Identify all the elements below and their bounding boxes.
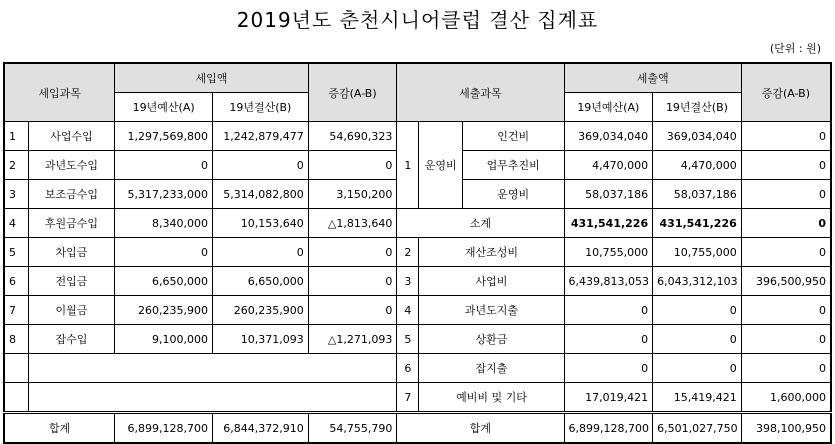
income-no: 4 [4,209,28,238]
expense-budget: 0 [564,354,653,383]
expense-diff: 0 [741,122,831,151]
income-settle: 10,153,640 [213,209,309,238]
expense-budget: 58,037,186 [564,180,653,209]
expense-group-no: 1 [397,122,419,209]
expense-name: 재산조성비 [419,238,564,267]
header-income-budget: 19년예산(A) [115,93,213,122]
income-diff: 0 [308,151,397,180]
header-expense-settle: 19년결산(B) [653,93,742,122]
income-diff: △1,271,093 [308,325,397,354]
expense-diff: 0 [741,354,831,383]
income-diff: 3,150,200 [308,180,397,209]
income-settle: 0 [213,151,309,180]
expense-item-name: 운영비 [462,180,564,209]
income-diff: 0 [308,238,397,267]
expense-budget: 17,019,421 [564,383,653,413]
income-budget: 260,235,900 [115,296,213,325]
table-row [4,238,831,267]
income-settle: 6,650,000 [213,267,309,296]
header-expense-diff: 증감(A-B) [741,63,831,122]
income-total-budget: 6,899,128,700 [115,413,213,444]
income-name: 보조금수입 [28,180,115,209]
header-income-amount: 세입액 [115,63,308,93]
expense-total-budget: 6,899,128,700 [564,413,653,444]
expense-name: 예비비 및 기타 [419,383,564,413]
expense-budget: 10,755,000 [564,238,653,267]
income-no: 1 [4,122,28,151]
table-row [4,209,831,238]
income-settle: 0 [213,238,309,267]
income-no: 2 [4,151,28,180]
expense-no: 4 [397,296,419,325]
income-no: 7 [4,296,28,325]
expense-total-label: 합계 [397,413,564,444]
expense-settle: 369,034,040 [653,122,742,151]
table-row [4,325,831,354]
income-settle: 5,314,082,800 [213,180,309,209]
income-diff: 0 [308,267,397,296]
header-income-settle: 19년결산(B) [213,93,309,122]
income-budget: 5,317,233,000 [115,180,213,209]
total-row [4,413,831,444]
income-empty-cell [28,383,397,413]
income-no: 6 [4,267,28,296]
income-name: 잡수입 [28,325,115,354]
expense-settle: 58,037,186 [653,180,742,209]
income-empty-no [4,383,28,413]
expense-no: 6 [397,354,419,383]
header-expense-subject: 세출과목 [397,63,564,122]
expense-settle: 0 [653,296,742,325]
expense-diff: 0 [741,180,831,209]
expense-settle: 0 [653,354,742,383]
income-name: 이월금 [28,296,115,325]
expense-item-name: 인건비 [462,122,564,151]
expense-total-settle: 6,501,027,750 [653,413,742,444]
expense-diff: 0 [741,238,831,267]
expense-diff: 396,500,950 [741,267,831,296]
header-income-subject: 세입과목 [4,63,115,122]
expense-name: 과년도지출 [419,296,564,325]
income-empty-no [4,354,28,383]
income-budget: 9,100,000 [115,325,213,354]
income-empty-cell [28,354,397,383]
header-income-diff: 증감(A-B) [308,63,397,122]
expense-name: 잡지출 [419,354,564,383]
expense-subtotal-label: 소계 [397,209,564,238]
expense-name: 사업비 [419,267,564,296]
income-settle: 10,371,093 [213,325,309,354]
income-name: 차입금 [28,238,115,267]
table-row [4,383,831,413]
income-budget: 8,340,000 [115,209,213,238]
income-settle: 260,235,900 [213,296,309,325]
expense-settle: 15,419,421 [653,383,742,413]
expense-item-name: 업무추진비 [462,151,564,180]
expense-no: 7 [397,383,419,413]
income-total-label: 합계 [4,413,115,444]
expense-no: 2 [397,238,419,267]
settlement-table [3,62,832,444]
income-name: 전입금 [28,267,115,296]
income-total-settle: 6,844,372,910 [213,413,309,444]
table-row [4,122,831,151]
expense-budget: 4,470,000 [564,151,653,180]
expense-budget: 0 [564,296,653,325]
header-expense-amount: 세출액 [564,63,741,93]
expense-diff: 0 [741,325,831,354]
income-name: 사업수입 [28,122,115,151]
table-row [4,354,831,383]
expense-settle: 0 [653,325,742,354]
expense-group-name: 운영비 [419,122,462,209]
income-budget: 6,650,000 [115,267,213,296]
income-budget: 0 [115,151,213,180]
page-title: 2019년도 춘천시니어클럽 결산 집계표 [236,8,599,32]
expense-settle: 10,755,000 [653,238,742,267]
expense-subtotal-diff: 0 [741,209,831,238]
expense-total-diff: 398,100,950 [741,413,831,444]
expense-subtotal-settle: 431,541,226 [653,209,742,238]
expense-subtotal-budget: 431,541,226 [564,209,653,238]
income-diff: 0 [308,296,397,325]
table-row [4,267,831,296]
expense-no: 5 [397,325,419,354]
expense-budget: 369,034,040 [564,122,653,151]
income-no: 8 [4,325,28,354]
income-name: 후원금수입 [28,209,115,238]
table-row [4,296,831,325]
expense-settle: 6,043,312,103 [653,267,742,296]
expense-budget: 0 [564,325,653,354]
income-budget: 1,297,569,800 [115,122,213,151]
unit-label: (단위 : 원) [769,42,821,55]
income-no: 3 [4,180,28,209]
expense-no: 3 [397,267,419,296]
income-diff: △1,813,640 [308,209,397,238]
income-name: 과년도수입 [28,151,115,180]
expense-settle: 4,470,000 [653,151,742,180]
expense-diff: 0 [741,151,831,180]
header-expense-budget: 19년예산(A) [564,93,653,122]
expense-budget: 6,439,813,053 [564,267,653,296]
income-diff: 54,690,323 [308,122,397,151]
expense-name: 상환금 [419,325,564,354]
income-total-diff: 54,755,790 [308,413,397,444]
income-no: 5 [4,238,28,267]
income-budget: 0 [115,238,213,267]
expense-diff: 0 [741,296,831,325]
income-settle: 1,242,879,477 [213,122,309,151]
expense-diff: 1,600,000 [741,383,831,413]
